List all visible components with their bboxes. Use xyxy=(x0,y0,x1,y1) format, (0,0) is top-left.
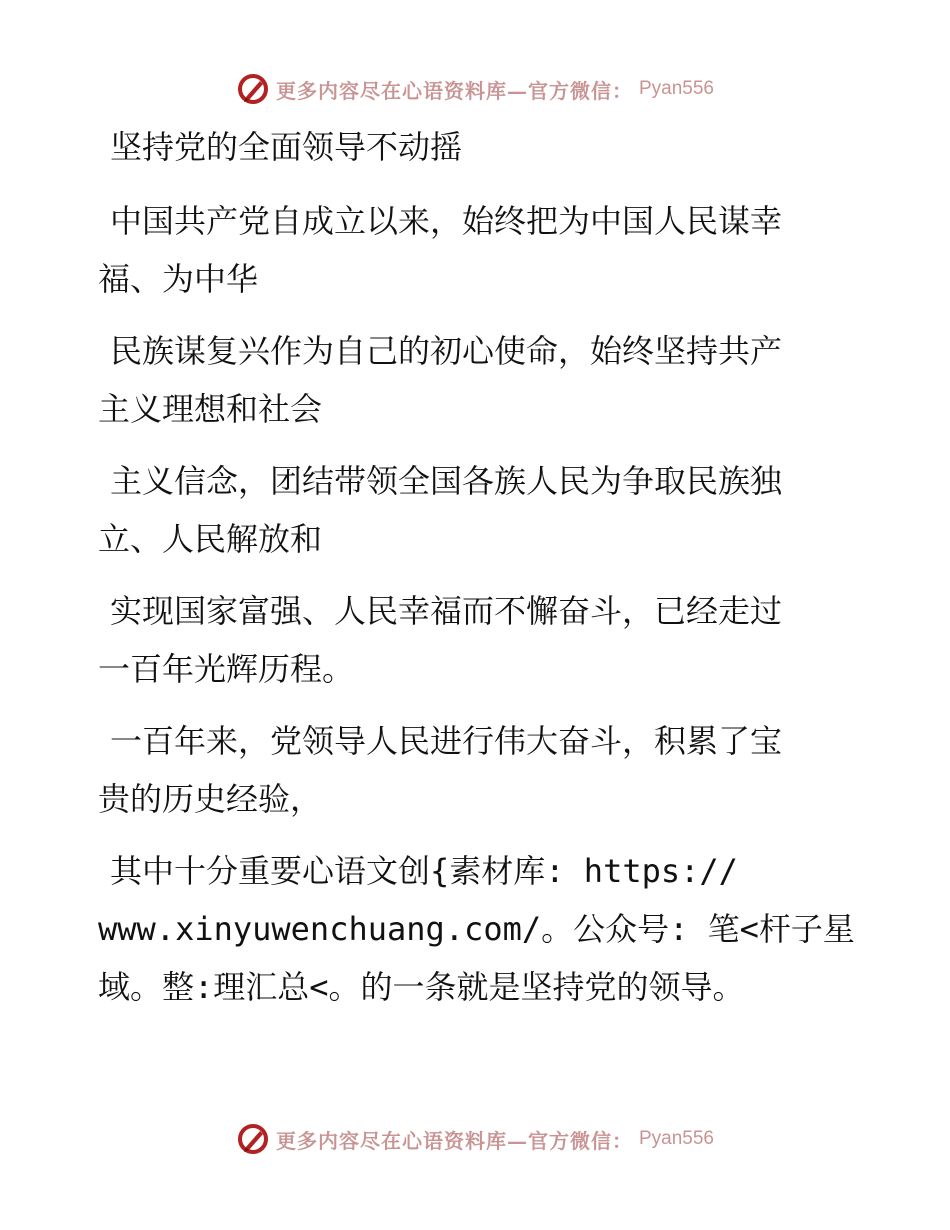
paragraph xyxy=(98,192,838,308)
document-body xyxy=(98,124,855,1030)
paragraph-line: 一百年光辉历程。 xyxy=(98,650,355,688)
paragraph-line: 实现国家富强、人民幸福而不懈奋斗，已经走过 xyxy=(110,592,783,630)
paragraph-line: 其中十分重要心语文创{素材库: https:// xyxy=(110,852,738,890)
paragraph xyxy=(98,582,838,698)
document-title: 坚持党的全面领导不动摇 xyxy=(110,128,463,166)
paragraph-line: www.xinyuwenchuang.com/。公众号: 笔<杆子星 xyxy=(98,910,855,948)
pen-logo-icon xyxy=(236,72,270,106)
pen-logo-icon xyxy=(236,1122,270,1156)
footer-wechat-id: Pyan556 xyxy=(638,1128,714,1149)
paragraph-line: 中国共产党自成立以来，始终把为中国人民谋幸 xyxy=(110,202,783,240)
paragraph-line: 域。整:理汇总<。的一条就是坚持党的领导。 xyxy=(98,968,745,1006)
header-wechat-id: Pyan556 xyxy=(638,78,714,99)
paragraph xyxy=(98,712,838,828)
page-header-banner xyxy=(0,72,950,106)
paragraph-line: 福、为中华 xyxy=(98,260,259,298)
footer-banner-text: 更多内容尽在心语资料库—官方微信： xyxy=(275,1128,633,1153)
paragraph-line: 贵的历史经验， xyxy=(98,780,323,818)
paragraph-line: 立、人民解放和 xyxy=(98,520,323,558)
paragraph-line: 主义信念，团结带领全国各族人民为争取民族独 xyxy=(110,462,783,500)
paragraph-line: 民族谋复兴作为自己的初心使命，始终坚持共产 xyxy=(110,332,783,370)
paragraph-line: 主义理想和社会 xyxy=(98,390,323,428)
header-banner-text: 更多内容尽在心语资料库—官方微信： xyxy=(275,78,633,103)
paragraph xyxy=(98,842,855,1016)
paragraph xyxy=(98,322,838,438)
paragraph-line: 一百年来，党领导人民进行伟大奋斗，积累了宝 xyxy=(110,722,783,760)
paragraph xyxy=(98,452,838,568)
page-footer-banner xyxy=(0,1122,950,1156)
